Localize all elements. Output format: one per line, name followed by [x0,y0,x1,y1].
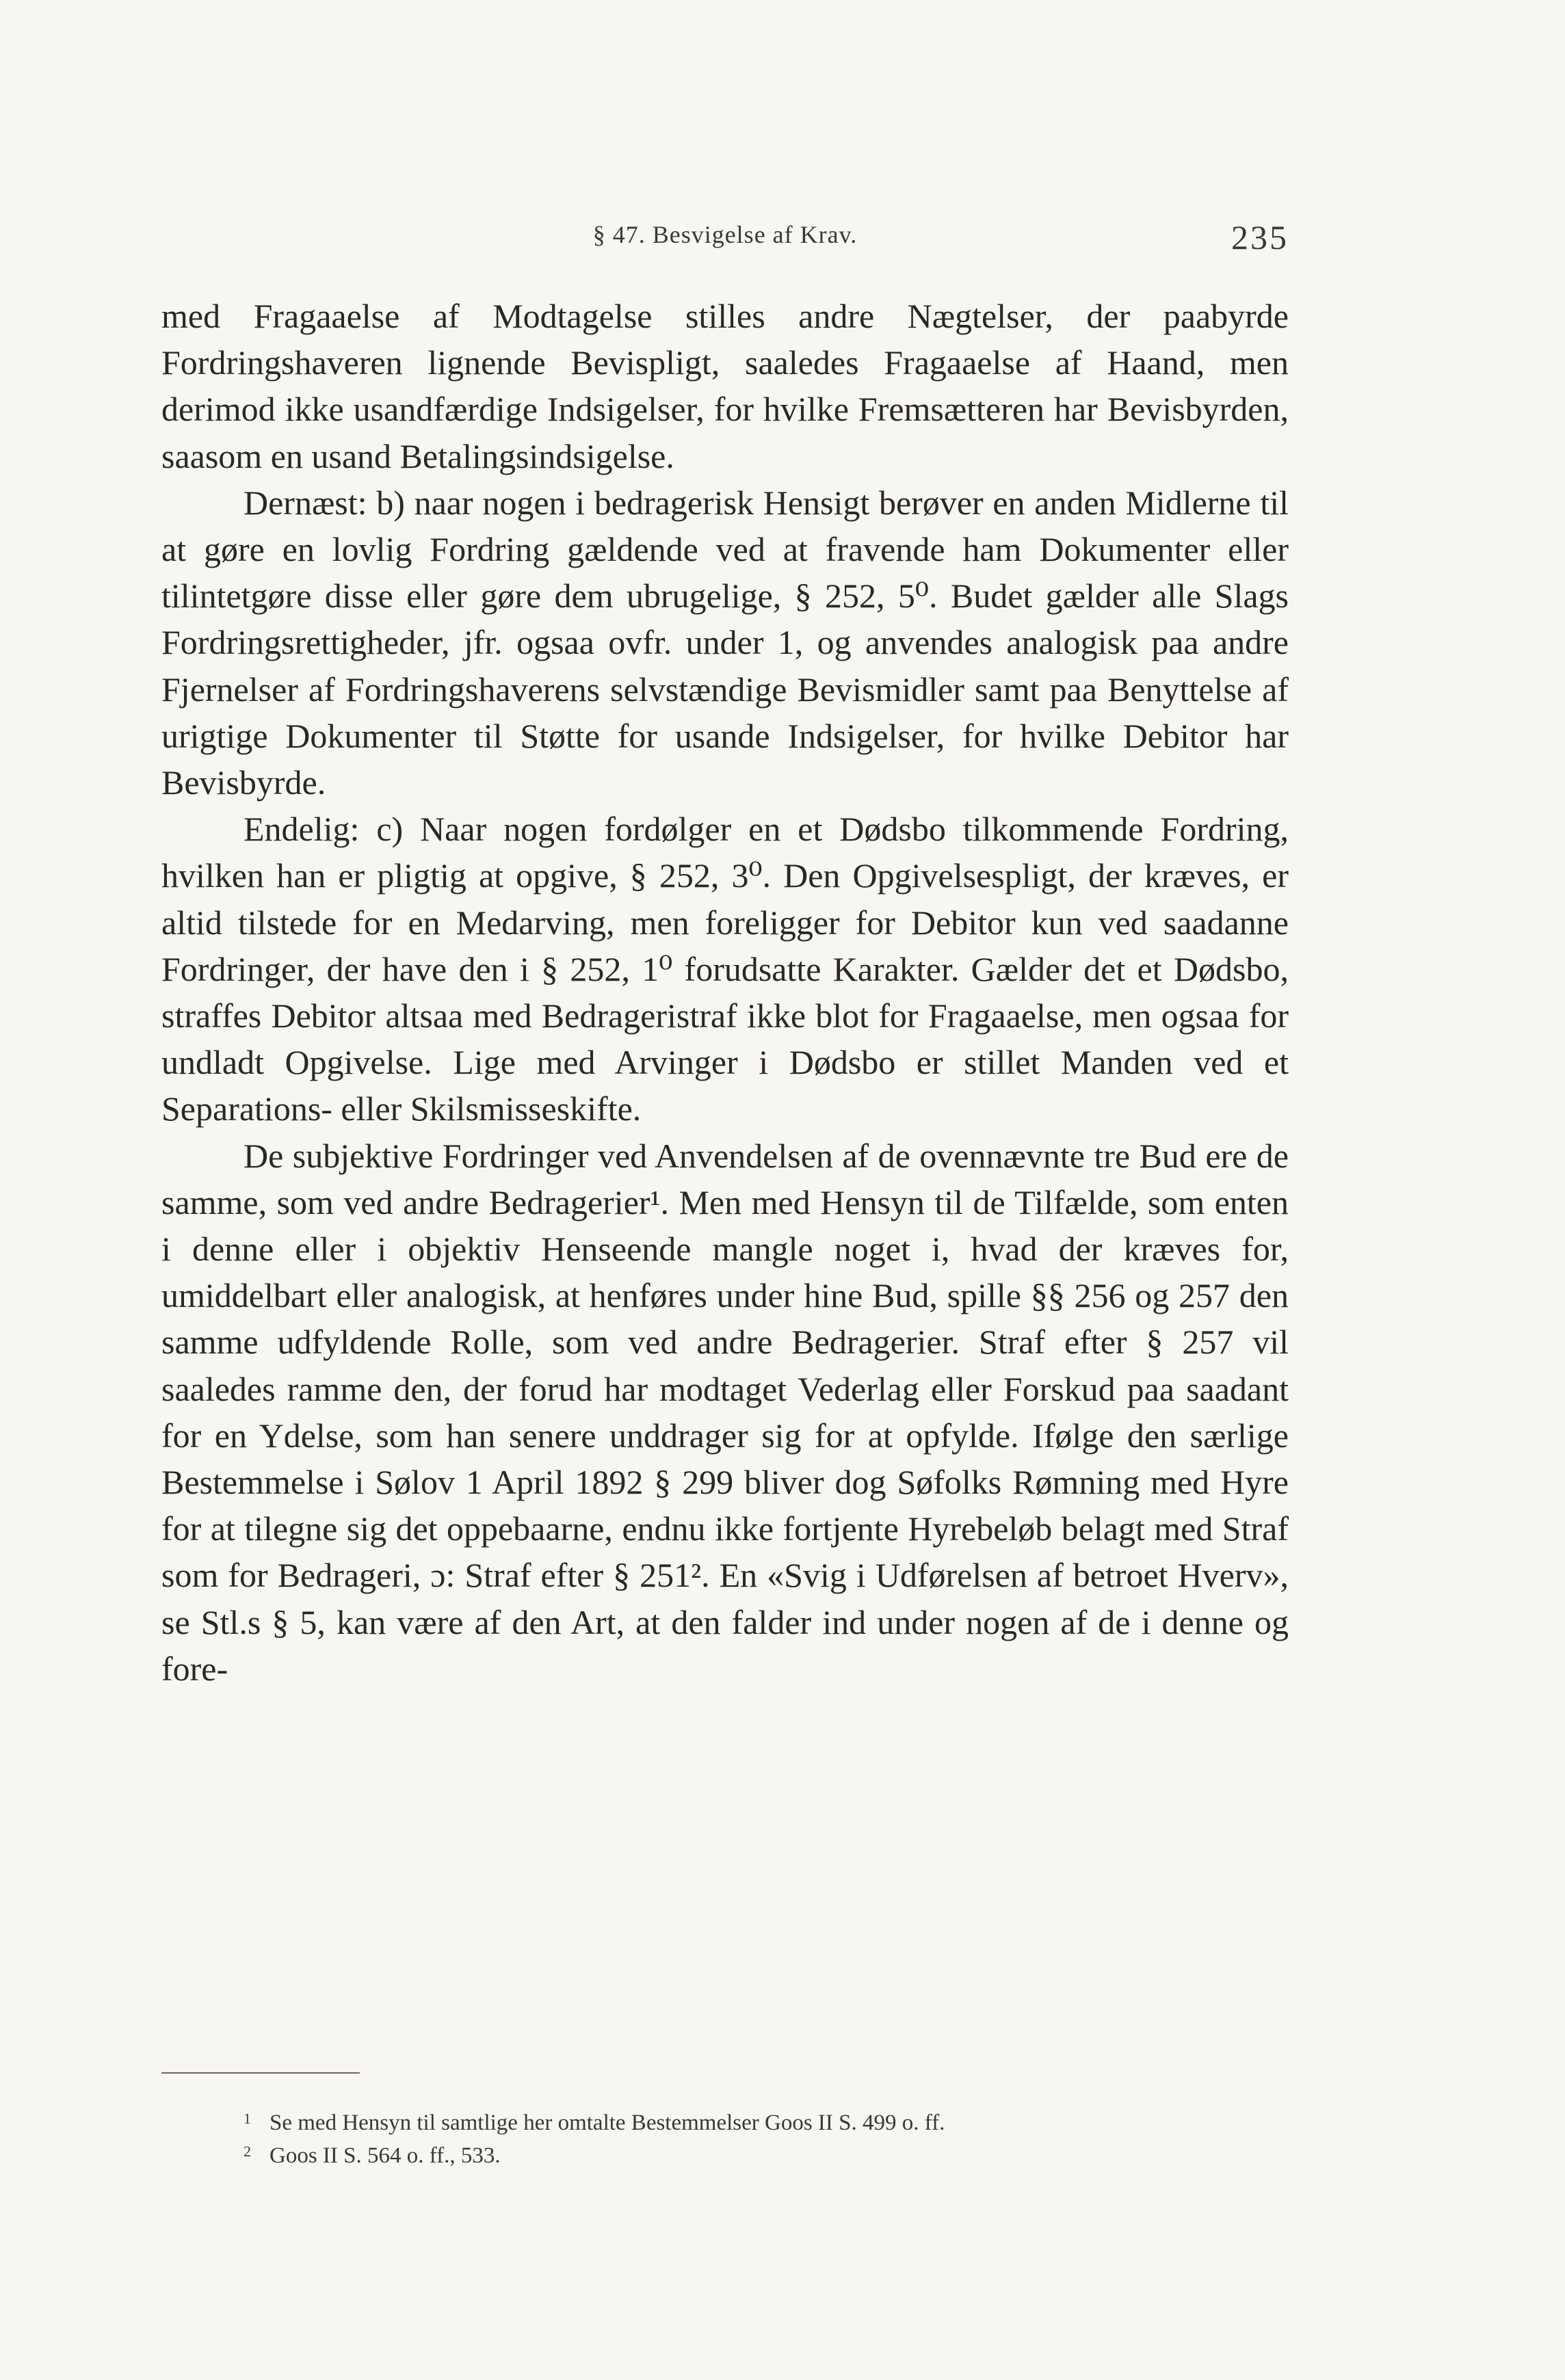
footnote-divider [161,2072,360,2074]
footnote-number: 2 [244,2143,251,2160]
paragraph: Dernæst: b) naar nogen i bedragerisk Hensigt berøver en anden Midlerne til at gøre en lovlig Fordring gældende ved at fravende ham Dokumenter eller tilintetgøre disse eller gøre dem ubrugelige, § 252, 5⁰. Budet gælder alle Slags Fordringsrettigheder, jfr. ogsaa ovfr. under 1, og anvendes analogisk paa andre Fjernelser af Fordringshaverens selvstændige Bevismidler samt paa Benyttelse af urigtige Dokumenter til Støtte for usande Indsigelser, for hvilke Debitor har Bevisbyrde. [161,483,1289,802]
running-head [161,217,1289,259]
footnote-text: Goos II S. 564 o. ff., 533. [269,2143,501,2168]
footnote-number: 1 [244,2110,251,2127]
footnotes [161,2106,1289,2172]
section-heading: § 47. Besvigelse af Krav. [592,221,858,248]
paragraph: Endelig: c) Naar nogen fordølger en et Dødsbo tilkommende Fordring, hvilken han er pligtig at opgive, § 252, 3⁰. Den Opgivelsespligt, der kræves, er altid tilstede for en Medarving, men foreligger for Debitor kun ved saadanne Fordringer, der have den i § 252, 1⁰ forudsatte Karakter. Gælder det et Dødsbo, straffes Debitor altsaa med Bedrageristraf ikke blot for Fragaaelse, men ogsaa for undladt Opgivelse. Lige med Arvinger i Dødsbo er stillet Manden ved et Separations- eller Skilsmisseskifte. [161,810,1289,1128]
paragraph: De subjektive Fordringer ved Anvendelsen af de ovennævnte tre Bud ere de samme, som ved andre Bedragerier¹. Men med Hensyn til de Tilfælde, som enten i denne eller i objektiv Henseende mangle noget i, hvad der kræves for, umiddelbart eller analogisk, at henføres under hine Bud, spille §§ 256 og 257 den samme udfyldende Rolle, som ved andre Bedragerier. Straf efter § 257 vil saaledes ramme den, der forud har modtaget Vederlag eller Forskud paa saadant for en Ydelse, som han senere unddrager sig for at opfylde. Ifølge den særlige Bestemmelse i Sølov 1 April 1892 § 299 bliver dog Søfolks Rømning med Hyre for at tilegne sig det oppebaarne, endnu ikke fortjente Hyrebeløb belagt med Straf som for Bedrageri, ɔ: Straf efter § 251². En «Svig i Udførelsen af betroet Hverv», se Stl.s § 5, kan være af den Art, at den falder ind under nogen af de i denne og fore- [161,1136,1289,1688]
footnote-text: Se med Hensyn til samtlige her omtalte Bestemmelser Goos II S. 499 o. ff. [269,2111,945,2135]
page-number: 235 [1231,218,1289,256]
body-text [161,293,1289,1692]
footnote [161,2139,1289,2172]
footnote [161,2106,1289,2139]
paragraph: med Fragaaelse af Modtagelse stilles andre Nægtelser, der paabyrde Fordringshaveren lignende Bevispligt, saaledes Fragaaelse af Haand, men derimod ikke usandfærdige Indsigelser, for hvilke Fremsætteren har Bevisbyrden, saasom en usand Betalingsindsigelse. [161,297,1289,475]
